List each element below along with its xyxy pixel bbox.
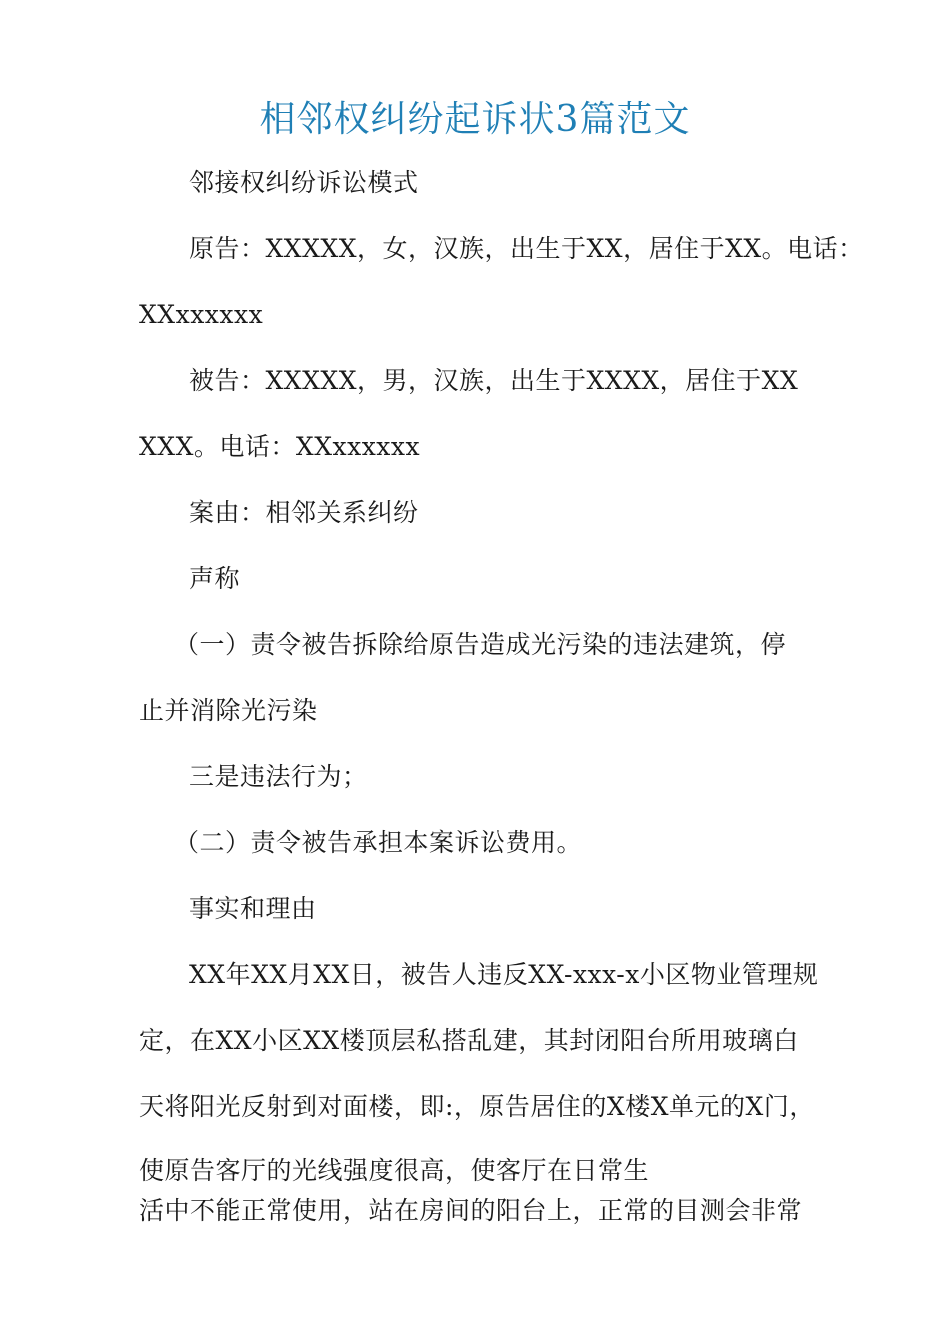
- claim-three: 三是违法行为；: [189, 762, 368, 791]
- claim-one-cont: 止并消除光污染: [139, 696, 318, 725]
- claim-two: （二）责令被告承担本案诉讼费用。: [174, 828, 583, 857]
- facts-paragraph-line: 天将阳光反射到对面楼，即:，原告居住的X楼X单元的X门，: [139, 1092, 815, 1121]
- defendant-line: 被告：XXXXX，男，汉族，出生于XXXX，居住于XX: [189, 366, 799, 395]
- defendant-phone: XXX。电话：XXxxxxxx: [139, 432, 421, 461]
- facts-paragraph-line: 活中不能正常使用，站在房间的阳台上，正常的目测会非常: [139, 1196, 803, 1225]
- claims-heading: 声称: [189, 564, 241, 593]
- plaintiff-phone: XXxxxxxx: [139, 300, 264, 329]
- facts-paragraph-line: 使原告客厅的光线强度很高，使客厅在日常生: [139, 1156, 650, 1185]
- case-cause: 案由：相邻关系纠纷: [189, 498, 419, 527]
- facts-paragraph-line: 定，在XX小区XX楼顶层私搭乱建，其封闭阳台所用玻璃白: [139, 1026, 799, 1055]
- document-title: 相邻权纠纷起诉状3篇范文: [259, 99, 691, 140]
- claim-one: （一）责令被告拆除给原告造成光污染的违法建筑，停: [174, 630, 787, 659]
- facts-heading: 事实和理由: [189, 894, 317, 923]
- section-heading: 邻接权纠纷诉讼模式: [189, 168, 419, 197]
- facts-paragraph-line: XX年XX月XX日，被告人违反XX-xxx-x小区物业管理规: [189, 960, 819, 989]
- plaintiff-line: 原告：XXXXX，女，汉族，出生于XX，居住于XX。电话：: [189, 234, 864, 263]
